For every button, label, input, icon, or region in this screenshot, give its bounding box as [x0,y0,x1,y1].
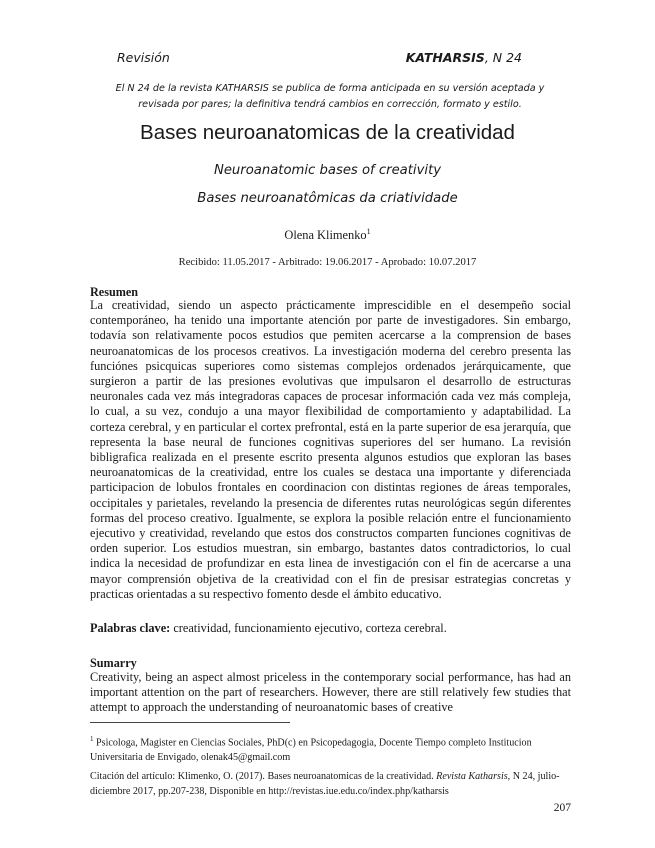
author-name: Olena Klimenko [284,228,367,243]
keywords [90,621,571,636]
journal-issue: , N 24 [484,50,522,65]
citation-prefix: Citación del artículo: Klimenko, O. (2017). Bases neuroanatomicas de la creatividad. [90,771,437,782]
footnote-mark: 1 [90,735,94,743]
journal-name: KATHARSIS [405,50,485,65]
notice-line-2: revisada por pares; la definitiva tendrá cambios en corrección, formato y estilo. [138,99,522,110]
running-header-journal [406,50,522,65]
abstract-heading: Resumen [90,285,139,299]
citation-journal: Revista Katharsis [436,771,508,782]
author-line [0,227,655,243]
submission-dates: Recibido: 11.05.2017 - Arbitrado: 19.06.2017 - Aprobado: 10.07.2017 [178,257,477,268]
article-citation [90,769,571,799]
abstract-text: La creatividad, siendo un aspecto prácticamente imprescidible en el desempeño social contemporáneo, ha tenido una importante atención por parte de investigadores. Sin embargo, todavía son relativamente pocos estudios que pemiten acercarse a la comprension de bases neuroanatomicas de los procesos creativos. La investigación moderna del cerebro presenta las funciónes psicquicas superiores como sistemas complejos ordenados jerárquicamente, que surgieron a partir de las presiones evolutivas que impulsaron el desarrollo de estructuras neuronales cada vez más integradoras capaces de procesar información cada vez más compleja, lo cual, a su vez, condujo a una mayor flexibilidad de comportamiento y adaptabilidad. La corteza cerebral, y en particular el cortex prefrontal, está en la parte superior de esa jerarquía, que representa la base neural de funciones cognitivas superiores del ser humano. La revisión bibligrafica realizada en el presente escrito presenta algunos estudios que exploran las bases neuroanatomicas de la creatividad, entre los cuales se destaca una importante y diferenciada participacion de lobulos frontales en coordinacion con distintas regiones de áreas temporales, occipitales y parietales, revelando la presencia de diferentes rutas neurológicas según diferentes formas del proceso creativo. Igualmente, se explora la posible relación entre el funcionamiento ejecutivo y creatividad, revelando que estos dos constructos comparten funciones cognitivas de orden superior. Los estudios muestran, sin embargo, bastantes datos contradictorios, lo cual indica la necesidad de profundizar en esta linea de investigación con el fin de acercarse a una mayor comprensión objetiva de la creatividad con el fin de presisar estrategias concretas y practicas orientadas a su respectivo fomento desde el ámbito educativo. [90,298,571,601]
notice-line-1: El N 24 de la revista KATHARSIS se publica de forma anticipada en su versión aceptada y [115,83,545,94]
summary-text: Creativity, being an aspect almost priceless in the contemporary social performance, has had an important attention on the part of researchers. However, there are still relatively few studies that attempt to approach the understanding of neuroanatomic bases of creative [90,670,571,715]
keywords-text: creatividad, funcionamiento ejecutivo, corteza cerebral. [170,621,447,635]
footnote [90,732,571,765]
footnote-divider [90,722,290,723]
article-title: Bases neuroanatomicas de la creatividad [140,121,515,144]
subtitle-portuguese: Bases neuroanatômicas da criatividade [197,191,458,206]
summary-heading: Sumarry [90,656,137,670]
author-footnote-mark: 1 [366,227,371,236]
footnote-text: Psicologa, Magister en Ciencias Sociales, PhD(c) en Psicopedagogia, Docente Tiempo completo Institucion Universitaria de Envigado, olenak45@gmail.com [90,737,532,764]
citation-suffix: , N 24, julio-diciembre 2017, pp.207-238, Disponible en http://revistas.iue.edu.co/index.php/katharsis [90,771,560,798]
running-header-section: Revisión [117,50,170,65]
page-number: 207 [553,802,571,814]
publication-notice [60,81,600,113]
keywords-label: Palabras clave: [90,621,171,635]
subtitle-english: Neuroanatomic bases of creativity [213,163,442,178]
